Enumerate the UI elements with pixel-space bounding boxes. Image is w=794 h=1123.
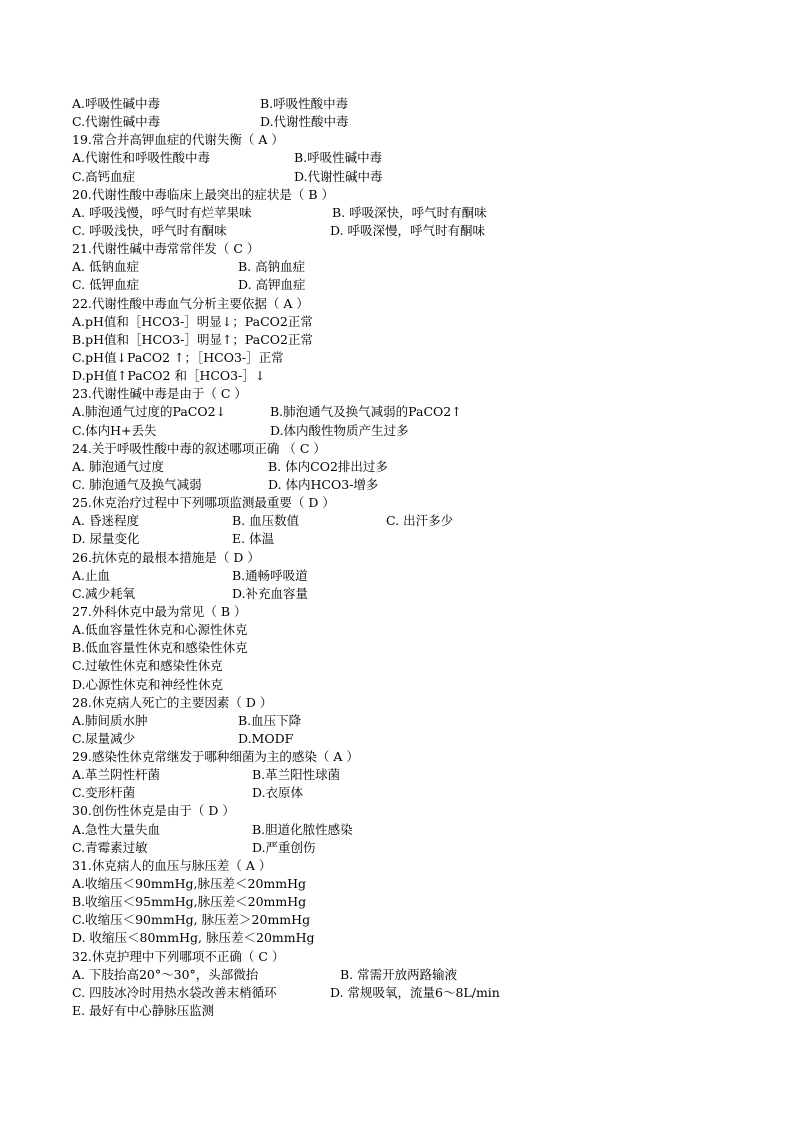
text-line xyxy=(72,276,772,294)
line-text: A.呼吸性碱中毒 xyxy=(72,96,161,111)
line-text: A. 昏迷程度 xyxy=(72,513,139,529)
text-line xyxy=(72,113,772,131)
option-text: D. 高钾血症 xyxy=(238,277,306,293)
text-line xyxy=(72,621,772,639)
line-text: C.尿量减少 xyxy=(72,730,136,746)
line-text: A.代谢性和呼吸性酸中毒 xyxy=(72,150,211,166)
option-text: D.补充血容量 xyxy=(232,585,309,601)
text-line xyxy=(72,966,772,984)
line-text: D.心源性休克和神经性休克 xyxy=(72,676,224,692)
line-text: 28.休克病人死亡的主要因素（ D ） xyxy=(72,694,273,710)
option-text: B. 血压数值 xyxy=(232,513,300,529)
line-text: C.高钙血症 xyxy=(72,168,136,184)
text-line xyxy=(72,657,772,675)
text-line xyxy=(72,367,772,385)
line-text: A. 下肢抬高20°～30°，头部微抬 xyxy=(72,966,259,982)
text-line xyxy=(72,639,772,657)
text-line xyxy=(72,585,772,603)
line-text: 29.感染性休克常继发于哪种细菌为主的感染（ A ） xyxy=(72,749,359,765)
text-line xyxy=(72,168,772,186)
line-text: B.pH值和［HCO3-］明显↑；PaCO2正常 xyxy=(72,331,313,347)
line-text: 20.代谢性酸中毒临床上最突出的症状是（ B ） xyxy=(72,186,335,202)
option-text: B. 常需开放两路输液 xyxy=(340,966,458,982)
text-line xyxy=(72,476,772,494)
text-line xyxy=(72,748,772,766)
text-line xyxy=(72,911,772,929)
text-line xyxy=(72,766,772,784)
document-body xyxy=(72,95,772,1020)
text-line xyxy=(72,422,772,440)
line-text: 27.外科休克中最为常见（ B ） xyxy=(72,603,247,619)
text-line xyxy=(72,403,772,421)
line-text: 19.常合并高钾血症的代谢失衡（ A ） xyxy=(72,132,284,148)
text-line xyxy=(72,857,772,875)
option-text: B. 体内CO2排出过多 xyxy=(268,458,388,474)
line-text: A.急性大量失血 xyxy=(72,821,161,837)
option-text: B.血压下降 xyxy=(238,712,302,728)
line-text: C.减少耗氧 xyxy=(72,585,136,601)
line-text: C.青霉素过敏 xyxy=(72,839,148,855)
text-line xyxy=(72,131,772,149)
line-text: D. 尿量变化 xyxy=(72,531,140,547)
text-line xyxy=(72,893,772,911)
option-text: D. 呼吸深慢，呼气时有酮味 xyxy=(330,222,486,238)
line-text: C. 四肢冰冷时用热水袋改善末梢循环 xyxy=(72,984,277,1000)
text-line xyxy=(72,784,772,802)
text-line xyxy=(72,694,772,712)
text-line xyxy=(72,676,772,694)
text-line xyxy=(72,984,772,1002)
text-line xyxy=(72,929,772,947)
text-line xyxy=(72,802,772,820)
line-text: A.肺间质水肿 xyxy=(72,712,148,728)
option-text: D.代谢性酸中毒 xyxy=(260,114,349,130)
line-text: A.pH值和［HCO3-］明显↓；PaCO2正常 xyxy=(72,313,313,329)
line-text: A.革兰阴性杆菌 xyxy=(72,767,161,783)
line-text: C.过敏性休克和感染性休克 xyxy=(72,658,223,674)
line-text: C.pH值↓PaCO2 ↑；［HCO3-］正常 xyxy=(72,349,284,365)
line-text: 31.休克病人的血压与脉压差（ A ） xyxy=(72,857,272,873)
line-text: C. 低钾血症 xyxy=(72,277,140,293)
text-line xyxy=(72,222,772,240)
text-line xyxy=(72,730,772,748)
text-line xyxy=(72,839,772,857)
line-text: C.收缩压＜90mmHg, 脉压差＞20mmHg xyxy=(72,912,311,928)
text-line xyxy=(72,313,772,331)
line-text: A. 肺泡通气过度 xyxy=(72,458,164,474)
text-line xyxy=(72,186,772,204)
line-text: 26.抗休克的最根本措施是（ D ） xyxy=(72,549,260,565)
option-text: B.通畅呼吸道 xyxy=(232,567,308,583)
option-text: B. 呼吸深快，呼气时有酮味 xyxy=(332,204,487,220)
text-line xyxy=(72,385,772,403)
text-line xyxy=(72,948,772,966)
option-text: B.革兰阳性球菌 xyxy=(252,767,341,783)
text-line xyxy=(72,331,772,349)
option-text: E. 体温 xyxy=(232,531,275,547)
text-line xyxy=(72,567,772,585)
line-text: 23.代谢性碱中毒是由于（ C ） xyxy=(72,386,247,402)
line-text: 32.休克护理中下列哪项不正确（ C ） xyxy=(72,948,285,964)
line-text: A.收缩压＜90mmHg,脉压差＜20mmHg xyxy=(72,876,307,892)
text-line xyxy=(72,603,772,621)
option-text: B. 高钠血症 xyxy=(238,259,306,275)
line-text: 24.关于呼吸性酸中毒的叙述哪项正确 （ C ） xyxy=(72,440,326,456)
option-text: D.严重创伤 xyxy=(252,839,316,855)
line-text: D. 收缩压＜80mmHg, 脉压差＜20mmHg xyxy=(72,930,315,946)
line-text: 21.代谢性碱中毒常常伴发（ C ） xyxy=(72,241,260,257)
line-text: E. 最好有中心静脉压监测 xyxy=(72,1003,215,1019)
option-text: B.胆道化脓性感染 xyxy=(252,821,353,837)
option-text: B.呼吸性碱中毒 xyxy=(294,150,383,166)
line-text: C.变形杆菌 xyxy=(72,785,136,801)
text-line xyxy=(72,549,772,567)
line-text: 22.代谢性酸中毒血气分析主要依据（ A ） xyxy=(72,295,309,311)
text-line xyxy=(72,95,772,113)
text-line xyxy=(72,349,772,367)
text-line xyxy=(72,149,772,167)
line-text: A.低血容量性休克和心源性休克 xyxy=(72,622,248,638)
text-line xyxy=(72,458,772,476)
text-line xyxy=(72,295,772,313)
text-line xyxy=(72,204,772,222)
option-text: D.体内酸性物质产生过多 xyxy=(270,422,409,438)
text-line xyxy=(72,258,772,276)
option-text: D.代谢性碱中毒 xyxy=(294,168,383,184)
text-line xyxy=(72,821,772,839)
line-text: C. 肺泡通气及换气减弱 xyxy=(72,476,202,492)
text-line xyxy=(72,530,772,548)
text-line xyxy=(72,875,772,893)
line-text: C.代谢性碱中毒 xyxy=(72,114,161,130)
text-line xyxy=(72,440,772,458)
text-line xyxy=(72,512,772,530)
option-text: B.呼吸性酸中毒 xyxy=(260,96,349,111)
line-text: A.止血 xyxy=(72,567,111,583)
text-line xyxy=(72,494,772,512)
line-text: A. 呼吸浅慢，呼气时有烂苹果味 xyxy=(72,204,252,220)
line-text: 30.创伤性休克是由于（ D ） xyxy=(72,803,235,819)
line-text: B.收缩压＜95mmHg,脉压差＜20mmHg xyxy=(72,894,307,910)
option-text: D. 体内HCO3-增多 xyxy=(268,476,379,492)
option-text: D.衣原体 xyxy=(252,785,304,801)
option-text: D.MODF xyxy=(238,730,294,746)
line-text: A. 低钠血症 xyxy=(72,259,139,275)
line-text: 25.休克治疗过程中下列哪项监测最重要（ D ） xyxy=(72,495,335,511)
line-text: C.体内H+丢失 xyxy=(72,422,157,438)
line-text: D.pH值↑PaCO2 和［HCO3-］↓ xyxy=(72,368,266,384)
option-text: B.肺泡通气及换气减弱的PaCO2↑ xyxy=(270,404,462,420)
text-line xyxy=(72,1002,772,1020)
line-text: A.肺泡通气过度的PaCO2↓ xyxy=(72,404,227,420)
option-text: C. 出汗多少 xyxy=(386,513,454,529)
option-text: D. 常规吸氧，流量6～8L/min xyxy=(330,984,500,1000)
text-line xyxy=(72,712,772,730)
line-text: C. 呼吸浅快，呼气时有酮味 xyxy=(72,222,227,238)
line-text: B.低血容量性休克和感染性休克 xyxy=(72,640,248,656)
text-line xyxy=(72,240,772,258)
